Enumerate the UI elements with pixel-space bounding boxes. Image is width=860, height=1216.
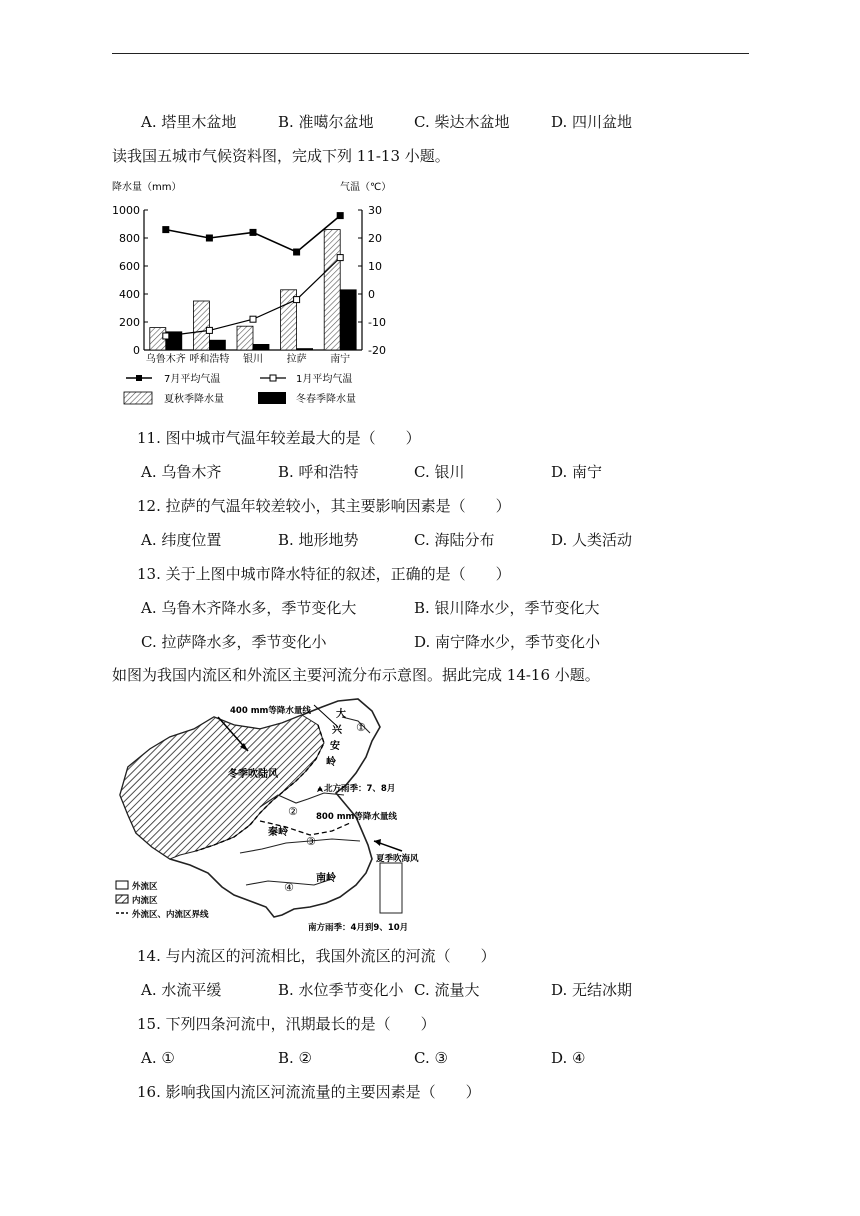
- q11-option-b[interactable]: B. 呼和浩特: [278, 463, 359, 481]
- label-isohyet-800: 800 mm等降水量线: [316, 812, 397, 822]
- legend-swatch-winter: [258, 392, 286, 404]
- label-daxinganling-1: 大: [336, 709, 346, 720]
- chart-right-tick-label: 30: [368, 204, 382, 217]
- q14-option-d[interactable]: D. 无结冰期: [551, 981, 633, 999]
- header-rule: [112, 53, 749, 54]
- q13-option-b[interactable]: B. 银川降水少，季节变化大: [414, 599, 600, 617]
- legend-swatch-summer: [124, 392, 152, 404]
- legend-label-summer: 夏秋季降水量: [164, 394, 224, 405]
- intro-11-13: 读我国五城市气候资料图，完成下列 11-13 小题。: [112, 147, 450, 165]
- point-july-temp: [337, 213, 343, 219]
- point-july-temp: [206, 235, 212, 241]
- bar-winter-spring: [253, 344, 269, 350]
- summer-wind-arrowhead: [374, 839, 381, 846]
- point-january-temp: [294, 297, 300, 303]
- bar-winter-spring: [209, 340, 225, 350]
- legend-interior-label: 内流区: [132, 896, 158, 906]
- legend-marker-jan: [270, 375, 276, 381]
- q12-option-d[interactable]: D. 人类活动: [551, 531, 633, 549]
- chart-legend: [124, 372, 356, 405]
- q11-stem: 11. 图中城市气温年较差最大的是（ ）: [137, 429, 421, 447]
- climate-chart: [112, 178, 402, 413]
- chart-ylabel-left: 降水量（mm）: [112, 182, 182, 193]
- label-nanling: 南岭: [316, 873, 336, 884]
- bar-summer-autumn: [237, 326, 253, 350]
- chart-left-tick-label: 800: [119, 232, 140, 245]
- q10-option-a[interactable]: A. 塔里木盆地: [141, 113, 237, 131]
- legend-interior-swatch: [116, 895, 128, 903]
- chart-category-label: 南宁: [330, 354, 351, 365]
- bar-summer-autumn: [193, 301, 209, 350]
- q12-option-a[interactable]: A. 纬度位置: [141, 531, 222, 549]
- legend-label-july: 7月平均气温: [164, 374, 221, 385]
- point-january-temp: [250, 316, 256, 322]
- chart-right-tick-label: 20: [368, 232, 382, 245]
- q15-option-b[interactable]: B. ②: [278, 1049, 313, 1067]
- chart-ylabel-right: 气温（℃）: [340, 182, 392, 193]
- q14-stem: 14. 与内流区的河流相比，我国外流区的河流（ ）: [137, 947, 496, 965]
- chart-left-tick-label: 1000: [112, 204, 140, 217]
- line-january-temp: [166, 258, 340, 336]
- q11-option-d[interactable]: D. 南宁: [551, 463, 603, 481]
- chart-right-tick-label: 10: [368, 260, 382, 273]
- q10-option-d[interactable]: D. 四川盆地: [551, 113, 633, 131]
- label-daxinganling-3: 安: [330, 741, 340, 752]
- bar-summer-autumn: [324, 230, 340, 350]
- q13-option-a[interactable]: A. 乌鲁木齐降水多，季节变化大: [141, 599, 357, 617]
- chart-right-tick-label: -10: [368, 316, 386, 329]
- q10-option-b[interactable]: B. 准噶尔盆地: [278, 113, 374, 131]
- point-january-temp: [206, 327, 212, 333]
- legend-label-jan: 1月平均气温: [296, 374, 353, 385]
- chart-bars: [150, 230, 356, 350]
- chart-lines: [163, 213, 343, 339]
- q14-option-c[interactable]: C. 流量大: [414, 981, 480, 999]
- q11-option-c[interactable]: C. 银川: [414, 463, 465, 481]
- chart-category-label: 银川: [243, 354, 263, 365]
- chart-left-tick-label: 600: [119, 260, 140, 273]
- label-winter-wind: 冬季吹陆风: [228, 769, 278, 780]
- legend-boundary-label: 外流区、内流区界线: [132, 910, 209, 920]
- q14-option-a[interactable]: A. 水流平缓: [141, 981, 222, 999]
- q12-stem: 12. 拉萨的气温年较差较小，其主要影响因素是（ ）: [137, 497, 511, 515]
- q12-option-c[interactable]: C. 海陆分布: [414, 531, 495, 549]
- q13-stem: 13. 关于上图中城市降水特征的叙述，正确的是（ ）: [137, 565, 511, 583]
- point-july-temp: [294, 249, 300, 255]
- point-january-temp: [337, 255, 343, 261]
- label-daxinganling-2: 兴: [332, 725, 342, 736]
- chart-right-tick-label: 0: [368, 288, 375, 301]
- q16-stem: 16. 影响我国内流区河流流量的主要因素是（ ）: [137, 1083, 481, 1101]
- chart-category-label: 乌鲁木齐: [145, 354, 186, 365]
- intro-14-16: 如图为我国内流区和外流区主要河流分布示意图。据此完成 14-16 小题。: [112, 666, 600, 684]
- label-summer-wind: 夏季吹海风: [376, 854, 419, 864]
- label-river-4: ④: [284, 881, 294, 894]
- legend-exterior-swatch: [116, 881, 128, 889]
- chart-category-label: 拉萨: [286, 354, 307, 365]
- q13-option-d[interactable]: D. 南宁降水少，季节变化小: [414, 633, 601, 651]
- label-north-rain: 北方雨季：7、8月: [324, 784, 396, 794]
- legend-label-winter: 冬春季降水量: [296, 394, 356, 405]
- south-sea-inset: [380, 863, 402, 913]
- chart-left-tick-label: 200: [119, 316, 140, 329]
- label-isohyet-400: 400 mm等降水量线: [230, 706, 311, 716]
- label-daxinganling-4: 岭: [326, 757, 336, 768]
- chart-left-tick-label: 400: [119, 288, 140, 301]
- bar-winter-spring: [340, 290, 356, 350]
- q11-option-a[interactable]: A. 乌鲁木齐: [141, 463, 222, 481]
- point-july-temp: [250, 229, 256, 235]
- chart-category-label: 呼和浩特: [189, 354, 230, 365]
- china-drainage-map: [110, 695, 445, 935]
- q15-stem: 15. 下列四条河流中，汛期最长的是（ ）: [137, 1015, 436, 1033]
- chart-left-tick-label: 0: [133, 344, 140, 357]
- q14-option-b[interactable]: B. 水位季节变化小: [278, 981, 404, 999]
- q13-option-c[interactable]: C. 拉萨降水多，季节变化小: [141, 633, 327, 651]
- label-qinling: 秦岭: [268, 827, 288, 838]
- label-river-2: ②: [288, 805, 298, 818]
- bar-winter-spring: [297, 349, 313, 350]
- q10-option-c[interactable]: C. 柴达木盆地: [414, 113, 510, 131]
- q15-option-a[interactable]: A. ①: [141, 1049, 175, 1067]
- chart-right-tick-label: -20: [368, 344, 386, 357]
- chart-categories: [146, 352, 350, 365]
- q15-option-c[interactable]: C. ③: [414, 1049, 448, 1067]
- legend-exterior-label: 外流区: [132, 882, 158, 892]
- point-january-temp: [163, 333, 169, 339]
- label-river-3: ③: [306, 835, 316, 848]
- q12-option-b[interactable]: B. 地形地势: [278, 531, 359, 549]
- label-south-rain: 南方雨季：4月到9、10月: [308, 923, 409, 933]
- legend-marker-july: [136, 375, 142, 381]
- label-river-1: ①: [356, 721, 366, 734]
- point-july-temp: [163, 227, 169, 233]
- q15-option-d[interactable]: D. ④: [551, 1049, 586, 1067]
- map-legend: [116, 881, 209, 920]
